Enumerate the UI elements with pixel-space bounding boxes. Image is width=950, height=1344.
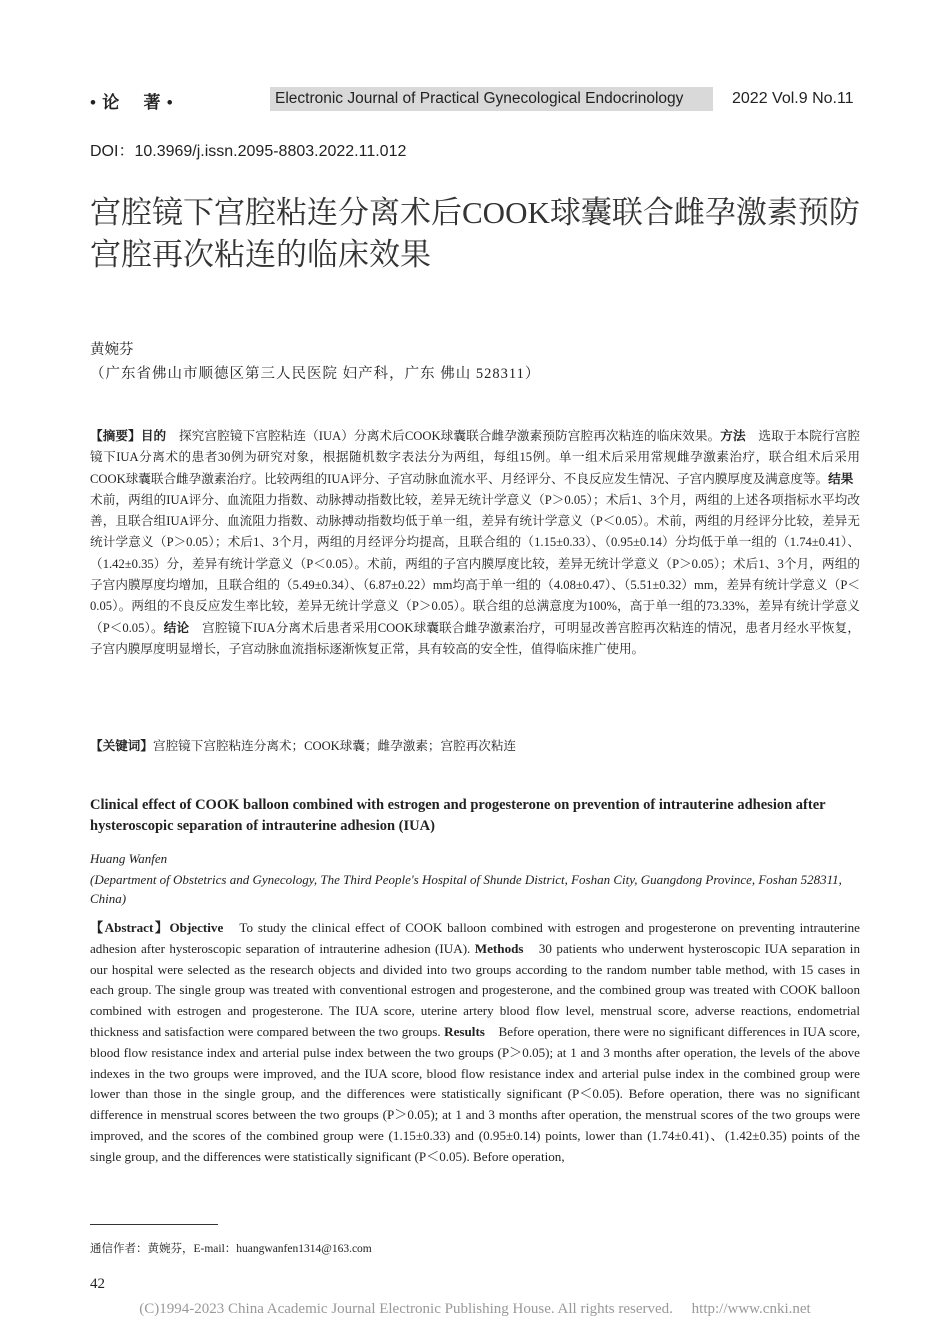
journal-name: Electronic Journal of Practical Gynecological Endocrinology xyxy=(270,87,713,111)
section-label: • 论 著 • xyxy=(90,93,174,112)
objective-text: 探究宫腔镜下宫腔粘连（IUA）分离术后COOK球囊联合雌孕激素预防宫腔再次粘连的临床效果。 xyxy=(166,429,721,443)
conclusion-label: 结论 xyxy=(163,620,190,635)
abstract-label: 【摘要】 xyxy=(90,429,141,443)
title-en: Clinical effect of COOK balloon combined with estrogen and progesterone on prevention of intrauterine adhesion after hysteroscopic separation of intrauterine adhesion (IUA) xyxy=(90,797,826,834)
page-number: 42 xyxy=(90,1276,105,1292)
author-en: Huang Wanfen xyxy=(90,851,168,866)
results-label: 结果 xyxy=(828,471,854,486)
abstract-cn xyxy=(90,426,866,660)
doi: DOI：10.3969/j.issn.2095-8803.2022.11.012 xyxy=(90,143,407,160)
results-en-text: Before operation, there were no significant differences in IUA score, blood flow resistance index and arterial pulse index between the two groups (P＞0.05); at 1 and 3 months after operation, the levels of the above indexes in the two groups were improved, and the IUA score, blood flow resistance index and arterial pulse index in the combined group were lower than those in the single group, and the differences were statistically significant (P＜0.05). Before operation, there was no significant difference in menstrual scores between the two groups (P＞0.05); at 1 and 3 months after operation, the menstrual scores of the two groups were improved, and the scores of the combined group were (1.15±0.33) and (0.95±0.14) points, lower than (1.74±0.41)、(1.42±0.35) points of the single group, and the differences were statistically significant (P＜0.05). Before operation, xyxy=(90,1023,860,1164)
methods-en-text: 30 patients who underwent hysteroscopic IUA separation in our hospital were selected as the research objects and divided into two groups according to the random number table method, with 15 cases in each group. The single group was treated with conventional estrogen and progesterone, and the combined group was treated with COOK balloon combined with estrogen and progesterone. The IUA score, uterine artery blood flow level, menstrual score, adverse reactions, endometrial thickness and satisfaction were compared between the two groups. xyxy=(90,940,860,1039)
methods-label: 方法 xyxy=(720,429,746,443)
objective-en-text: To study the clinical effect of COOK balloon combined with estrogen and progesterone on preventing intrauterine adhesion after hysteroscopic separation of intrauterine adhesion (IUA). xyxy=(90,920,860,956)
footnote: 通信作者：黄婉芬，E-mail：huangwanfen1314@163.com xyxy=(90,1243,372,1255)
issue-info: 2022 Vol.9 No.11 xyxy=(732,90,854,107)
abstract-en-label: 【Abstract】 xyxy=(90,920,170,935)
objective-en-label: Objective xyxy=(169,920,224,935)
copyright-watermark: (C)1994-2023 China Academic Journal Electronic Publishing House. All rights reserved. http://www.cnki.net xyxy=(139,1301,811,1317)
keywords-cn xyxy=(90,736,860,757)
footnote-divider xyxy=(90,1224,218,1225)
keywords-label: 【关键词】 xyxy=(90,739,153,753)
affiliation-cn: （广东省佛山市顺德区第三人民医院 妇产科，广东 佛山 528311） xyxy=(90,366,541,382)
affiliation-en: (Department of Obstetrics and Gynecology, The Third People's Hospital of Shunde District, Foshan City, Guangdong Province, Foshan 528311, China) xyxy=(90,872,842,906)
abstract-en xyxy=(90,918,860,1168)
methods-en-label: Methods xyxy=(474,940,524,956)
results-text: 术前，两组的IUA评分、血流阻力指数、动脉搏动指数比较，差异无统计学意义（P＞0.05）；术后1、3个月，两组的上述各项指标水平均改善，且联合组IUA评分、血流阻力指数、动脉搏动指数均低于单一组，差异有统计学意义（P＜0.05）。术前，两组的月经评分比较，差异无统计学意义（P＞0.05）；术后1、3个月，两组的月经评分均提高，且联合组的（1.15±0.33）、（0.95±0.14）分均低于单一组的（1.74±0.41）、（1.42±0.35）分，差异有统计学意义（P＜0.05）。术前，两组的子宫内膜厚度比较，差异无统计学意义（P＞0.05）；术后1、3个月，两组的子宫内膜厚度均增加，且联合组的（5.49±0.34）、（6.87±0.22）mm均高于单一组的（4.08±0.47）、（5.51±0.32）mm，差异有统计学意义（P＜0.05）。两组的不良反应发生率比较，差异无统计学意义（P＞0.05）。联合组的总满意度为100%，高于单一组的73.33%，差异有统计学意义（P＜0.05）。 xyxy=(90,471,866,635)
page-title: 宫腔镜下宫腔粘连分离术后COOK球囊联合雌孕激素预防宫腔再次粘连的临床效果 xyxy=(90,195,860,272)
author-cn: 黄婉芬 xyxy=(90,342,134,358)
results-en-label: Results xyxy=(444,1023,485,1039)
objective-label: 目的 xyxy=(140,429,167,443)
keywords-text: 宫腔镜下宫腔粘连分离术；COOK球囊；雌孕激素；宫腔再次粘连 xyxy=(152,739,517,753)
conclusion-text: 宫腔镜下IUA分离术后患者采用COOK球囊联合雌孕激素治疗，可明显改善宫腔再次粘连的情况，患者月经水平恢复，子宫内膜厚度明显增长，子宫动脉血流指标逐渐恢复正常，具有较高的安全性，值得临床推广使用。 xyxy=(90,620,860,656)
methods-text: 选取于本院行宫腔镜下IUA分离术的患者30例为研究对象，根据随机数字表法分为两组，每组15例。单一组术后采用常规雌孕激素治疗，联合组术后采用COOK球囊联合雌孕激素治疗。比较两组的IUA评分、子宫动脉血流水平、月经评分、不良反应发生情况、子宫内膜厚度及满意度等。 xyxy=(90,429,860,486)
